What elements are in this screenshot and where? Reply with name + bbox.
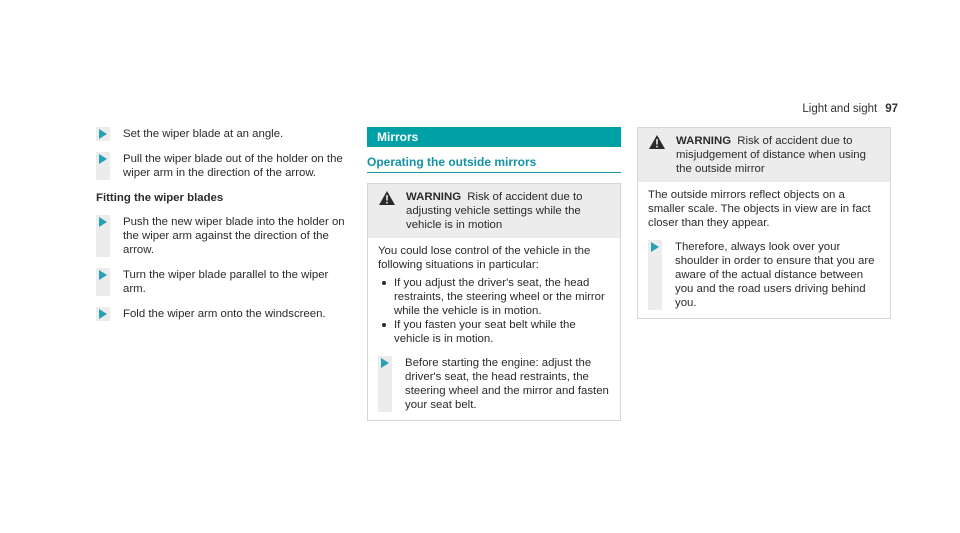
- warning-body: [638, 182, 890, 318]
- list-item: If you fasten your seat belt while the vehicle is in motion.: [378, 318, 610, 346]
- warning-box: [367, 183, 621, 421]
- mirror-distance-column: [637, 127, 891, 319]
- warning-label: WARNING: [676, 135, 732, 147]
- step-text: Set the wiper blade at an angle.: [123, 128, 284, 140]
- warning-box: [637, 127, 891, 319]
- instruction-step: [96, 268, 346, 296]
- instruction-step: [648, 240, 880, 310]
- warning-header: [368, 184, 620, 238]
- step-text: Fold the wiper arm onto the windscreen.: [123, 308, 326, 320]
- page-number: 97: [885, 103, 898, 115]
- instruction-step: [378, 356, 610, 412]
- instruction-step: [96, 127, 346, 141]
- step-text: Push the new wiper blade into the holder on the wiper arm against the direction of the arrow.: [123, 216, 345, 256]
- warning-label: WARNING: [406, 191, 462, 203]
- warning-intro: You could lose control of the vehicle in the following situations in particular:: [378, 245, 591, 271]
- chapter-heading: Mirrors: [367, 127, 621, 147]
- warning-text: The outside mirrors reflect objects on a smaller scale. The objects in view are in fact closer than they appear.: [648, 189, 871, 229]
- wiper-instructions-column: [96, 127, 346, 332]
- warning-triangle-icon: [649, 135, 665, 149]
- section-title: Operating the outside mirrors: [367, 155, 621, 173]
- step-arrow-icon: [378, 356, 392, 412]
- instruction-step: [96, 307, 346, 321]
- step-text: Pull the wiper blade out of the holder on the wiper arm in the direction of the arrow.: [123, 153, 343, 179]
- step-arrow-icon: [648, 240, 662, 310]
- step-arrow-icon: [96, 215, 110, 257]
- step-arrow-icon: [96, 152, 110, 180]
- subheading-fitting-wiper-blades: Fitting the wiper blades: [96, 192, 224, 204]
- list-item: If you adjust the driver's seat, the head restraints, the steering wheel or the mirror while the vehicle is in motion.: [378, 276, 610, 318]
- instruction-step: [96, 152, 346, 180]
- step-text: Before starting the engine: adjust the driver's seat, the head restraints, the steering wheel and the mirror and fasten your seat belt.: [405, 357, 609, 411]
- mirrors-column: [367, 127, 621, 421]
- step-text: Therefore, always look over your shoulder in order to ensure that you are aware of the actual distance between you and the road users driving behind you.: [675, 241, 875, 309]
- warning-header: [638, 128, 890, 182]
- section-name: Light and sight: [802, 103, 878, 115]
- instruction-step: [96, 215, 346, 257]
- warning-title: Risk of accident due to misjudgement of distance when using the outside mirror: [676, 135, 866, 175]
- warning-triangle-icon: [379, 191, 395, 205]
- warning-body: [368, 238, 620, 420]
- step-arrow-icon: [96, 307, 110, 321]
- step-arrow-icon: [96, 127, 110, 141]
- warning-bullet-list: [378, 276, 610, 346]
- step-text: Turn the wiper blade parallel to the wiper arm.: [123, 269, 329, 295]
- step-arrow-icon: [96, 268, 110, 296]
- page-header: [802, 102, 898, 116]
- warning-title: Risk of accident due to adjusting vehicle settings while the vehicle is in motion: [406, 191, 583, 231]
